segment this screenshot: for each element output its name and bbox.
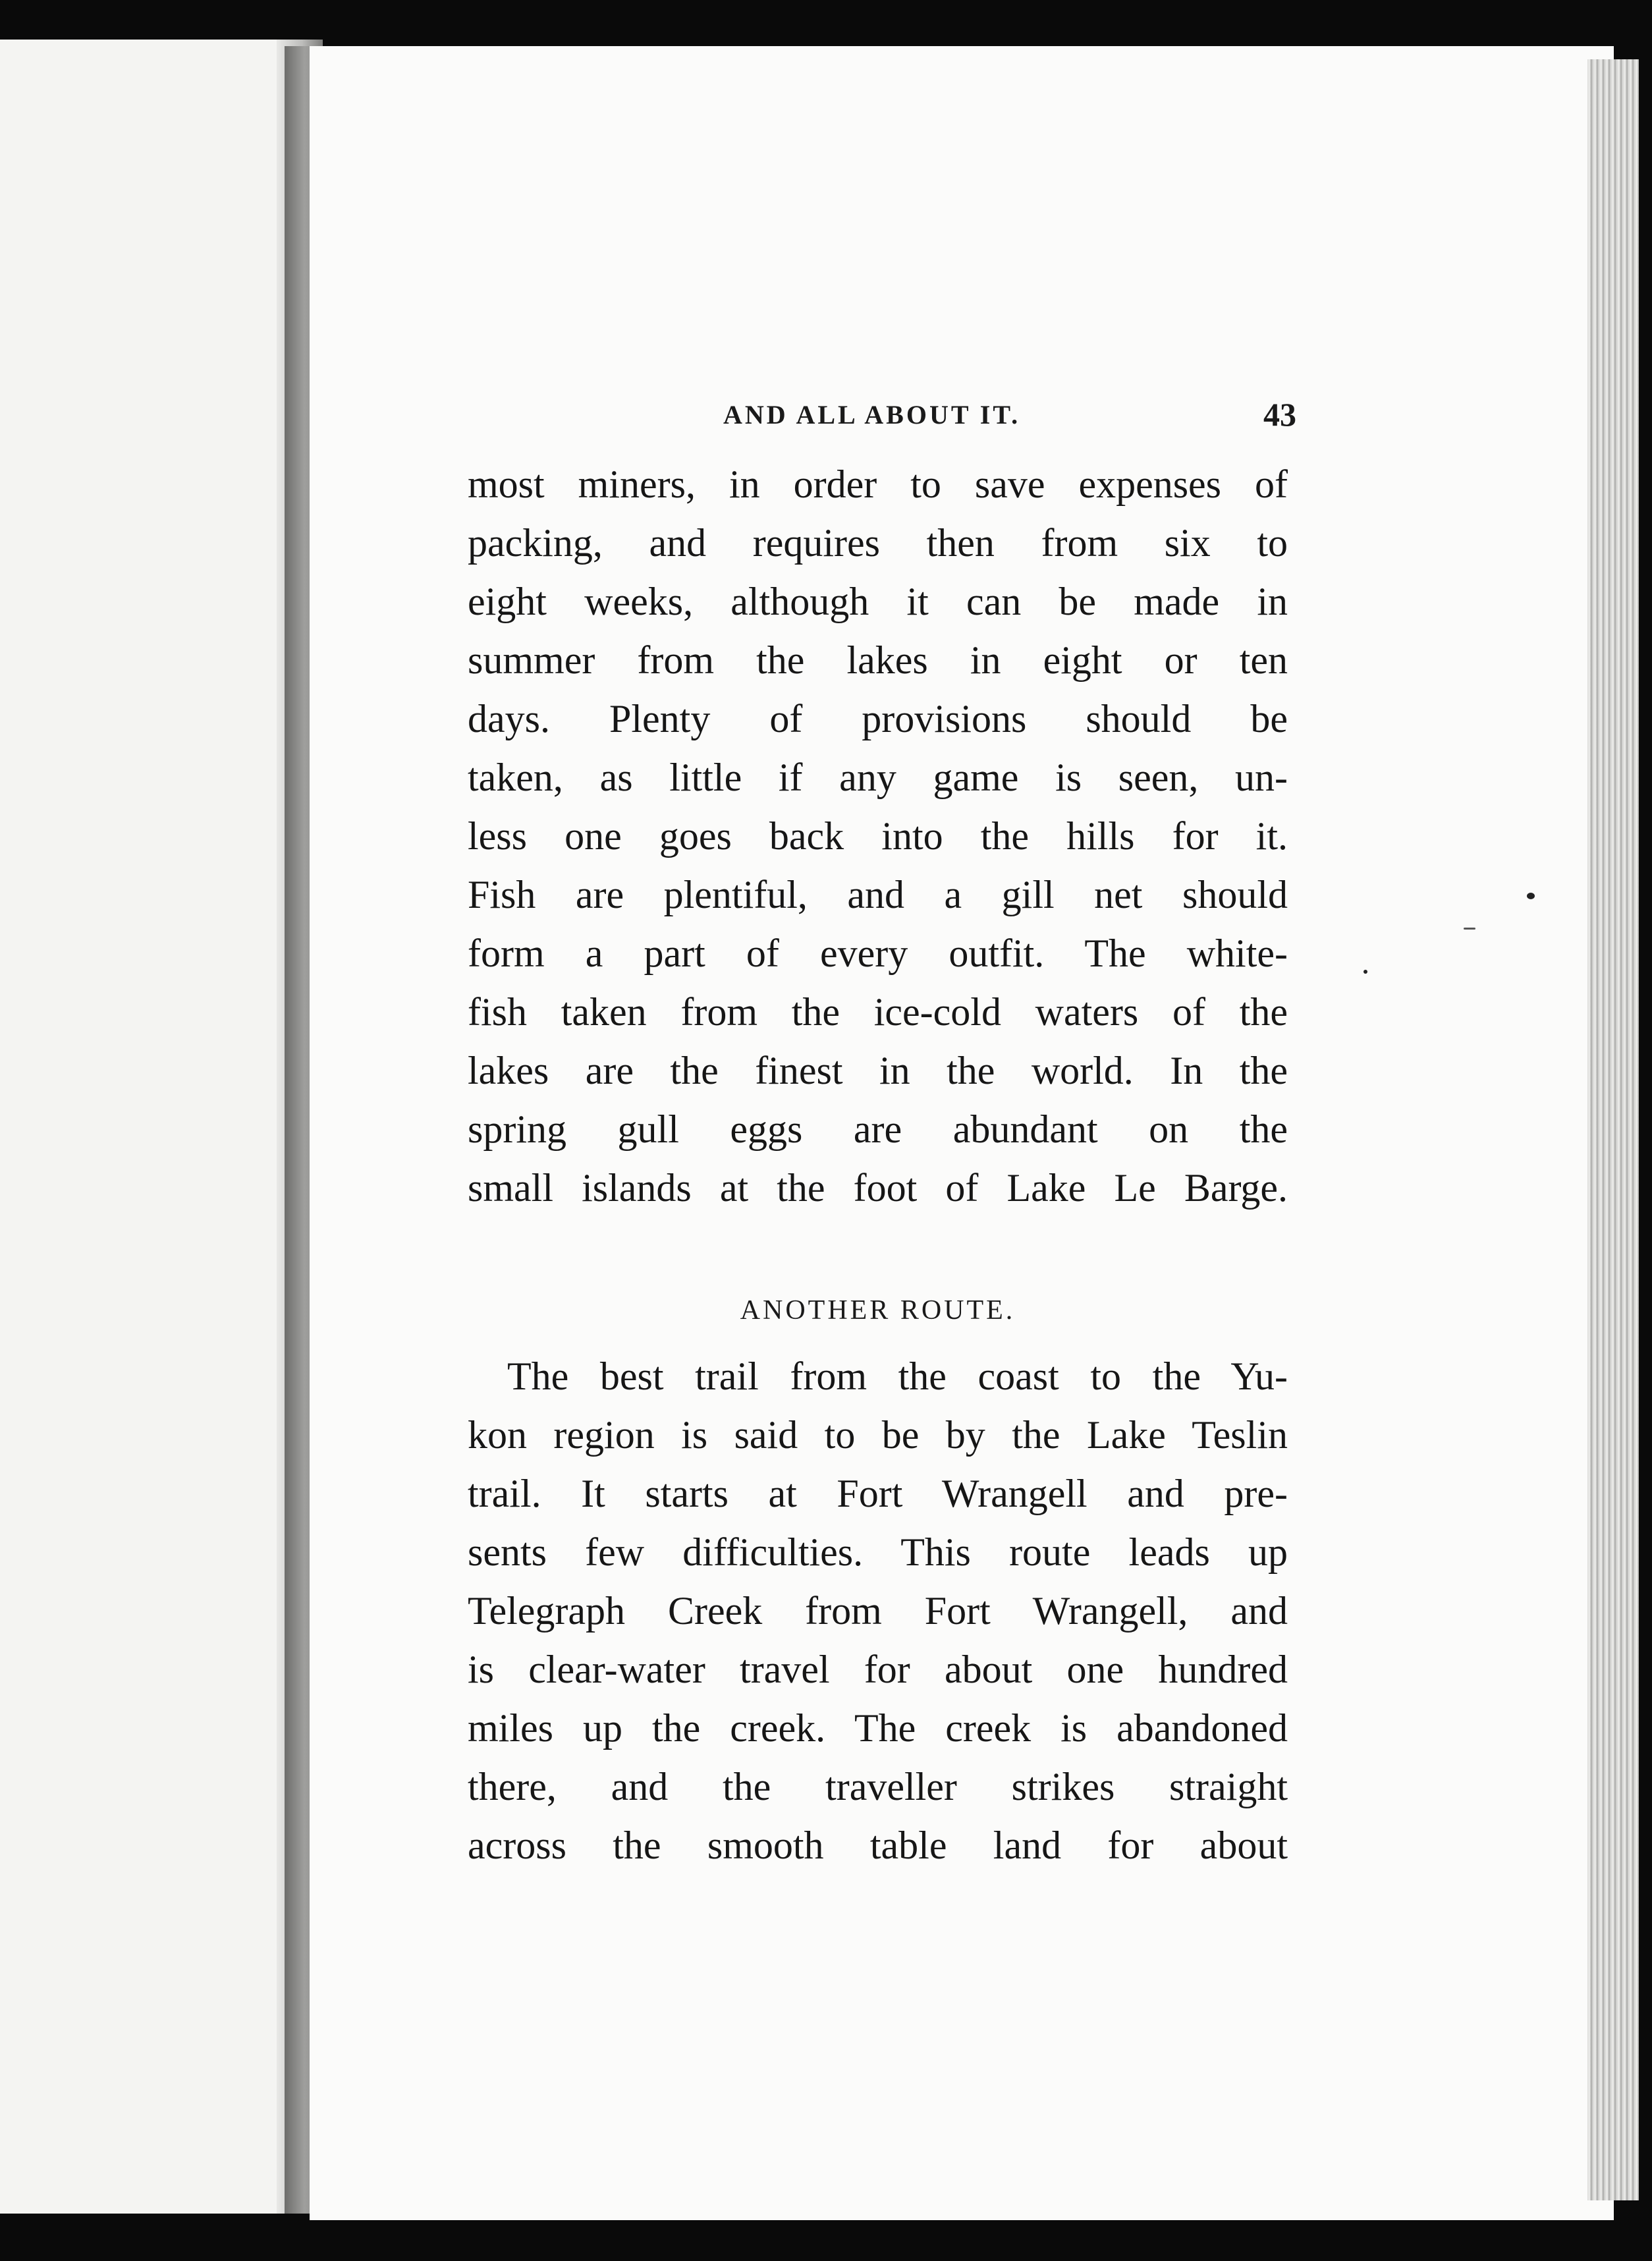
text-line: spring gull eggs are abundant on the [468, 1107, 1288, 1151]
ink-speck [1464, 928, 1475, 930]
paragraph-1 [468, 455, 1288, 1217]
ink-speck [1363, 970, 1367, 974]
text-line: small islands at the foot of Lake Le Barge. [468, 1166, 1288, 1210]
text-line: eight weeks, although it can be made in [468, 580, 1288, 623]
text-line: there, and the traveller strikes straight [468, 1765, 1288, 1808]
text-line: miles up the creek. The creek is abandoned [468, 1706, 1288, 1750]
text-line: across the smooth table land for about [468, 1824, 1288, 1867]
page-edge-stack [1587, 59, 1639, 2200]
text-line: form a part of every outfit. The white- [468, 932, 1288, 975]
text-line: kon region is said to be by the Lake Teslin [468, 1413, 1288, 1457]
page-number: 43 [1263, 396, 1296, 433]
text-line: The best trail from the coast to the Yu- [507, 1354, 1288, 1398]
text-line: most miners, in order to save expenses of [468, 462, 1288, 506]
text-line: fish taken from the ice-cold waters of the [468, 990, 1288, 1034]
text-line: Fish are plentiful, and a gill net should [468, 873, 1288, 916]
text-line: summer from the lakes in eight or ten [468, 638, 1288, 682]
section-heading: ANOTHER ROUTE. [740, 1295, 1016, 1326]
text-line: Telegraph Creek from Fort Wrangell, and [468, 1589, 1288, 1633]
text-line: is clear-water travel for about one hundred [468, 1648, 1288, 1691]
running-head [723, 396, 1296, 439]
ink-speck [1527, 893, 1535, 899]
text-line: lakes are the finest in the world. In the [468, 1049, 1288, 1092]
text-line: taken, as little if any game is seen, un- [468, 756, 1288, 799]
running-head-title: AND ALL ABOUT IT. [723, 400, 1021, 430]
text-line: less one goes back into the hills for it. [468, 814, 1288, 858]
text-line: days. Plenty of provisions should be [468, 697, 1288, 740]
text-line: packing, and requires then from six to [468, 521, 1288, 565]
paragraph-2 [468, 1347, 1288, 1875]
text-line: trail. It starts at Fort Wrangell and pre- [468, 1472, 1288, 1515]
facing-page-left [0, 40, 323, 2214]
text-line: sents few difficulties. This route leads up [468, 1530, 1288, 1574]
